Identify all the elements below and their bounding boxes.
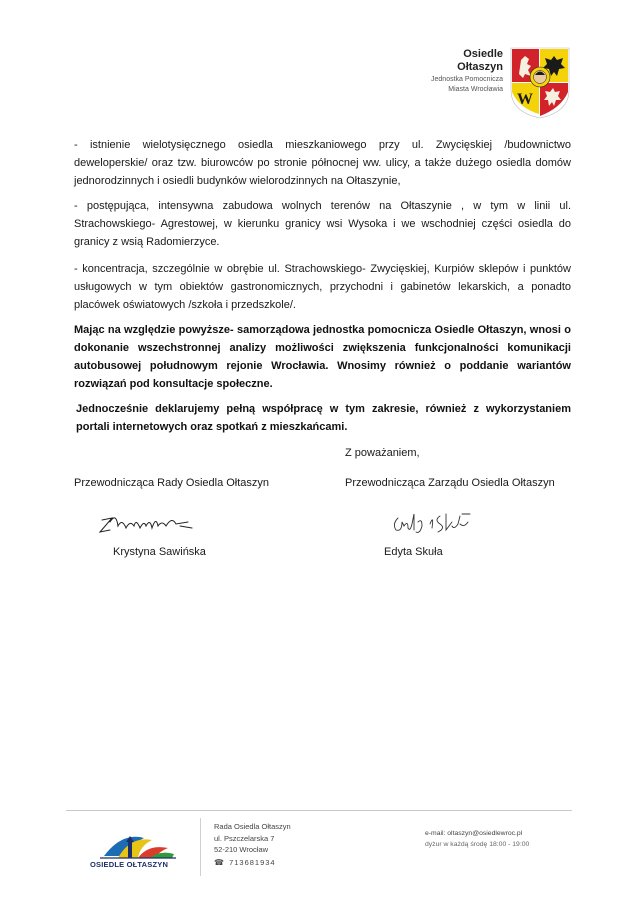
footer-address-name: Rada Osiedla Ołtaszyn	[214, 822, 291, 831]
paragraph-5-declaration: Jednocześnie deklarujemy pełną współpracę w tym zakresie, również z wykorzystaniem portali internetowych oraz spotkań z mieszkańcami.	[76, 403, 571, 433]
left-handwritten-signature	[96, 508, 200, 538]
paragraph-4-request: Mając na względzie powyższe- samorządowa jednostka pomocnicza Osiedle Ołtaszyn, wnosi o dokonanie wszechstronnej analizy możliwości zwiększenia funkcjonalności komunikacji autobusowej połudnowym rejonie Wrocławia. Wnosimy również o poddanie wariantów rozwiązań pod konsultacje społeczne.	[74, 324, 571, 390]
header-subtitle-line1: Jednostka Pomocnicza	[431, 76, 503, 83]
header-title-line1: Osiedle	[463, 48, 503, 60]
right-signatory-name: Edyta Skuła	[384, 546, 443, 558]
right-signatory-role: Przewodnicząca Zarządu Osiedla Ołtaszyn	[345, 477, 555, 489]
header-subtitle-line2: Miasta Wrocławia	[448, 86, 503, 93]
coat-of-arms-logo	[509, 46, 571, 120]
footer-phone-row	[214, 857, 291, 869]
footer-address	[214, 821, 291, 868]
paragraph-1: - istnienie wielotysięcznego osiedla mieszkaniowego przy ul. Zwycięskiej /budownictwo deweloperskie/ oraz tzw. biurowców po stronie północnej ww. ulicy, a także dużego osiedla domów jednorodzinnych i osiedli budynków wielorodzinnych na Ołtaszynie,	[74, 139, 571, 187]
paragraph-2: - postępująca, intensywna zabudowa wolnych terenów na Ołtaszynie , w tym w linii ul. Strachowskiego- Agrestowej, w kierunku granicy wsi Wysoka i we wschodniej części osiedla do granicy z wsią Radomierzyce.	[74, 200, 571, 248]
footer-logo-text: OSIEDLE OŁTASZYN	[90, 860, 169, 869]
footer-contact	[425, 828, 529, 850]
footer-phone: 713681934	[229, 857, 276, 867]
header-text-block	[303, 48, 503, 94]
footer-office-hours: dyżur w każdą środę 18:00 - 19:00	[425, 841, 530, 848]
left-signatory-role: Przewodnicząca Rady Osiedla Ołtaszyn	[74, 477, 270, 489]
paragraph-3: - koncentracja, szczególnie w obrębie ul. Strachowskiego- Zwycięskiej, Kurpiów sklepów i punktów usługowych w tym obiektów gastronomicznych, przychodni i gabinetów lekarskich, a ponadto placówek oświatowych /szkoła i przedszkole/.	[74, 263, 571, 311]
footer-divider	[66, 810, 572, 811]
footer-address-city: 52-210 Wrocław	[214, 845, 269, 854]
phone-icon: ☎	[214, 857, 224, 867]
left-signatory-name: Krystyna Sawińska	[113, 546, 206, 558]
svg-text:W: W	[517, 91, 533, 108]
footer-email[interactable]: e-mail: oltaszyn@osiedlewroc.pl	[425, 830, 523, 837]
header-title-line2: Ołtaszyn	[457, 61, 503, 73]
footer-address-street: ul. Pszczelarska 7	[214, 833, 275, 843]
right-handwritten-signature	[390, 508, 476, 536]
footer-vertical-divider	[200, 818, 201, 876]
closing-salutation: Z poważaniem,	[345, 447, 420, 459]
